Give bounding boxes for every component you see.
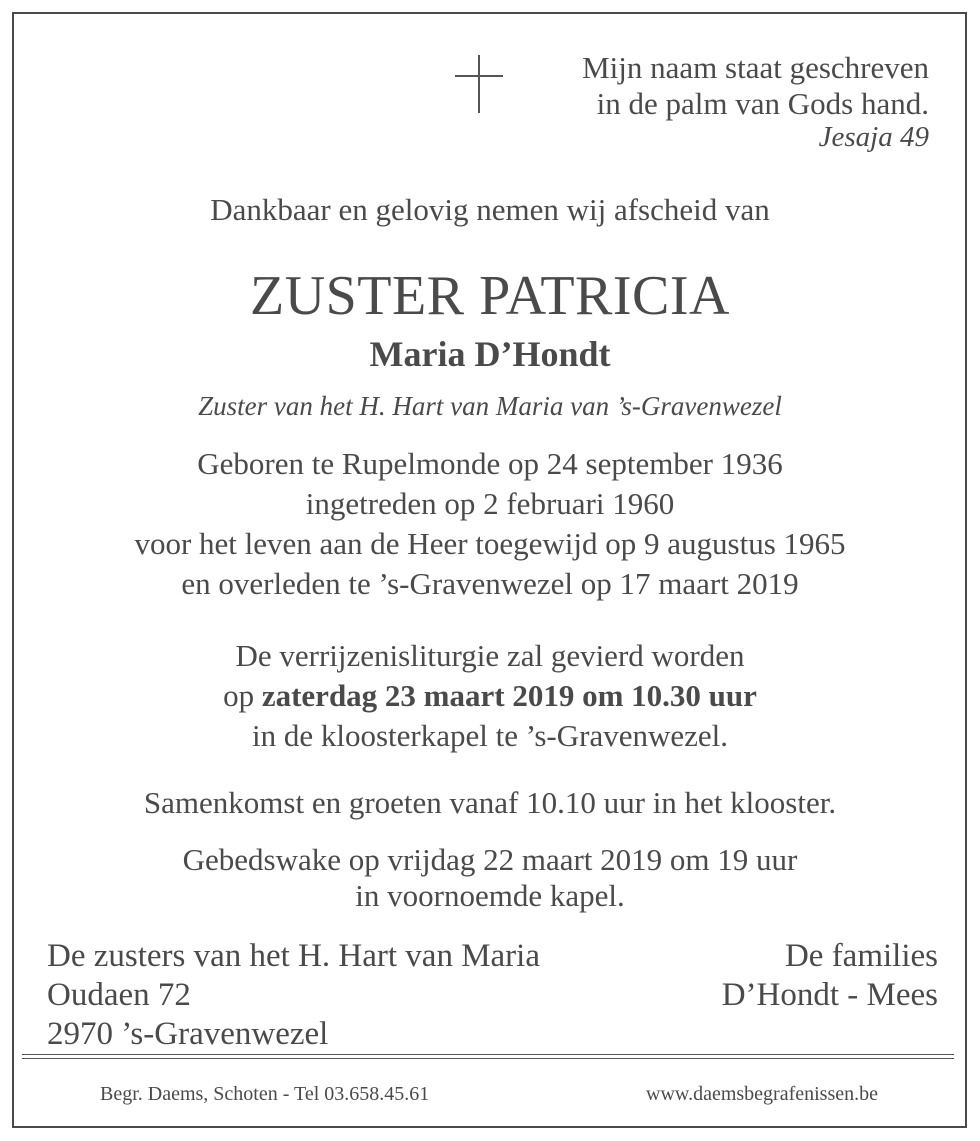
families-names: D’Hondt - Mees	[721, 977, 938, 1013]
vowed-line: voor het leven aan de Heer toegewijd op 9 augustus 1965	[134, 526, 846, 561]
undertaker-contact: Begr. Daems, Schoten - Tel 03.658.45.61	[100, 1083, 430, 1105]
families-label: De families	[784, 938, 938, 974]
liturgy-info	[0, 636, 980, 756]
sisters-city: 2970 ’s-Gravenwezel	[47, 1016, 329, 1052]
verse-reference: Jesaja 49	[818, 121, 929, 153]
verse-line-1: Mijn naam staat geschreven	[582, 50, 929, 85]
liturgy-prefix: op	[223, 678, 255, 713]
religious-order: Zuster van het H. Hart van Maria van ’s-Gravenwezel	[198, 391, 782, 421]
footer-divider	[22, 1054, 954, 1055]
born-line: Geboren te Rupelmonde op 24 september 1936	[197, 446, 783, 481]
bible-verse	[582, 50, 929, 152]
liturgy-line-1: De verrijzenisliturgie zal gevierd worden	[235, 638, 745, 673]
wake-info	[0, 842, 980, 914]
intro-text: Dankbaar en gelovig nemen wij afscheid van	[210, 192, 770, 227]
signature-families	[722, 937, 938, 1015]
liturgy-line-3: in de kloosterkapel te ’s-Gravenwezel.	[251, 718, 728, 753]
liturgy-datetime: zaterdag 23 maart 2019 om 10.30 uur	[261, 678, 757, 713]
liturgy-line-2	[0, 676, 980, 716]
religious-name: ZUSTER PATRICIA	[250, 265, 730, 327]
wake-line-2: in voornoemde kapel.	[355, 878, 625, 913]
cross-icon	[455, 55, 503, 113]
verse-line-2: in de palm van Gods hand.	[596, 86, 929, 121]
meeting-info: Samenkomst en groeten vanaf 10.10 uur in het klooster.	[143, 785, 837, 820]
civil-name: Maria D’Hondt	[369, 334, 611, 374]
signature-sisters	[47, 937, 540, 1054]
wake-line-1: Gebedswake op vrijdag 22 maart 2019 om 19 uur	[182, 842, 798, 877]
sisters-street: Oudaen 72	[47, 977, 191, 1013]
died-line: en overleden te ’s-Gravenwezel op 17 maart 2019	[181, 566, 799, 601]
undertaker-website[interactable]: www.daemsbegrafenissen.be	[646, 1083, 878, 1105]
footer-divider-second	[22, 1058, 954, 1059]
life-dates	[0, 444, 980, 604]
entered-line: ingetreden op 2 februari 1960	[305, 486, 675, 521]
sisters-name: De zusters van het H. Hart van Maria	[47, 938, 540, 974]
